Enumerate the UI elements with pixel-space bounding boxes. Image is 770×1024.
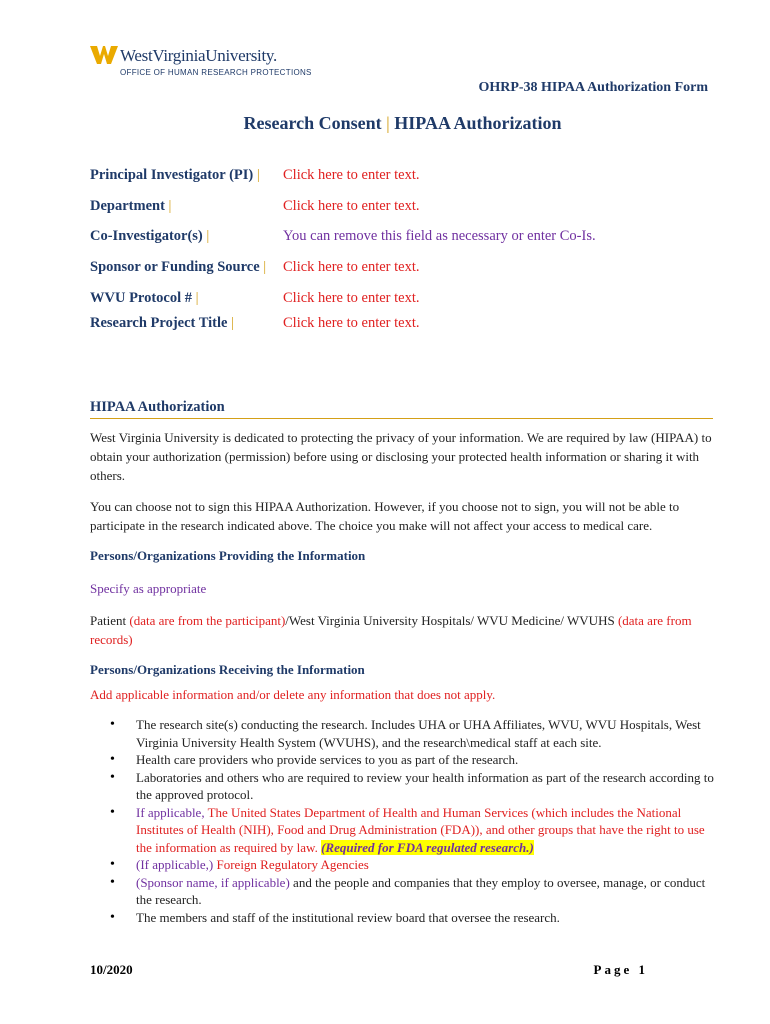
logo-university-name: WestVirginiaUniversity. — [120, 46, 277, 65]
field-label-pi: Principal Investigator (PI) | — [90, 167, 260, 183]
field-input-pi[interactable]: Click here to enter text. — [283, 167, 420, 183]
list-item: • If applicable, The United States Department of Health and Human Services (which includes the National Institutes of Health (NIH), Food and Drug Administration (FDA)), and other groups that have the right to use the information as required by law. (Required for FDA regulated research.) — [110, 804, 715, 857]
list-item: • (Sponsor name, if applicable) and the people and companies that they employ to oversee, manage, or conduct the research. — [110, 874, 715, 909]
section-heading-hipaa: HIPAA Authorization — [90, 399, 713, 419]
wvu-flying-wv-icon — [90, 44, 118, 68]
fda-highlight: (Required for FDA regulated research.) — [321, 839, 534, 855]
subheading-providing: Persons/Organizations Providing the Information — [90, 548, 366, 563]
field-input-project-title[interactable]: Click here to enter text. — [283, 315, 420, 331]
footer-date: 10/2020 — [90, 962, 133, 977]
field-label-coi: Co-Investigator(s) | — [90, 228, 210, 244]
field-input-sponsor[interactable]: Click here to enter text. — [283, 259, 420, 275]
field-input-coi[interactable]: You can remove this field as necessary or enter Co-Is. — [283, 228, 596, 244]
list-item: • (If applicable,) Foreign Regulatory Agencies — [110, 856, 715, 874]
patient-sources: Patient (data are from the participant)/West Virginia University Hospitals/ WVU Medicine/ WVUHS (data are from records) — [90, 613, 692, 647]
title-right: HIPAA Authorization — [394, 113, 562, 133]
list-item: • The members and staff of the institutional review board that oversee the research. — [110, 909, 715, 927]
subheading-receiving: Persons/Organizations Receiving the Information — [90, 662, 365, 677]
document-title — [0, 113, 770, 134]
wvu-logo — [90, 44, 312, 80]
list-item: • Laboratories and others who are required to review your health information as part of the research according to the approved protocol. — [110, 769, 715, 804]
list-item: • The research site(s) conducting the research. Includes UHA or UHA Affiliates, WVU, WVU Hospitals, West Virginia University Health System (WVUHS), and the research\medical staff at each site. — [110, 716, 715, 751]
field-label-sponsor: Sponsor or Funding Source | — [90, 259, 267, 275]
specify-instruction[interactable]: Specify as appropriate — [90, 581, 207, 596]
paragraph-privacy: West Virginia University is dedicated to protecting the privacy of your information. We are required by law (HIPAA) to obtain your authorization (permission) before using or disclosing your protected health information or sharing it with others. — [90, 430, 712, 483]
title-left: Research Consent — [243, 113, 382, 133]
add-applicable-instruction: Add applicable information and/or delete any information that does not apply. — [90, 687, 496, 702]
logo-office-name: OFFICE OF HUMAN RESEARCH PROTECTIONS — [120, 68, 312, 77]
field-label-protocol: WVU Protocol # | — [90, 290, 199, 306]
form-identifier: OHRP-38 HIPAA Authorization Form — [478, 80, 708, 95]
footer-page-number: Page 1 — [593, 962, 648, 977]
list-item: • Health care providers who provide services to you as part of the research. — [110, 751, 715, 769]
field-label-project-title: Research Project Title | — [90, 315, 234, 331]
title-separator: | — [386, 113, 390, 133]
field-input-department[interactable]: Click here to enter text. — [283, 198, 420, 214]
field-input-protocol[interactable]: Click here to enter text. — [283, 290, 420, 306]
field-label-department: Department | — [90, 198, 172, 214]
recipients-list — [110, 716, 715, 926]
paragraph-choice: You can choose not to sign this HIPAA Authorization. However, if you choose not to sign, you will not be able to participate in the research indicated above. The choice you make will not affect your access to medical care. — [90, 499, 680, 533]
